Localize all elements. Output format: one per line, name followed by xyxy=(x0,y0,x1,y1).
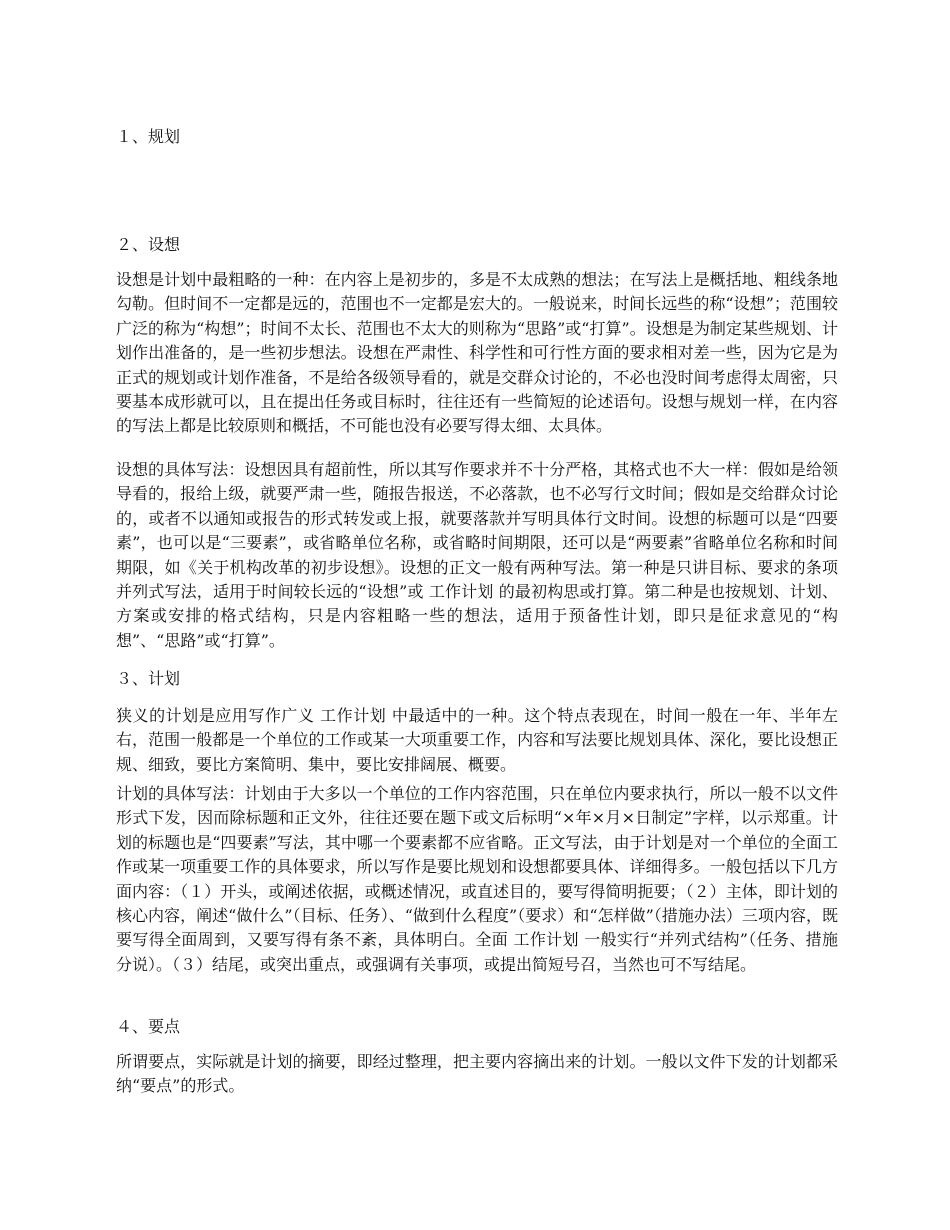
section-heading-conception: ２、设想 xyxy=(116,235,181,254)
paragraph-plan-definition: 狭义的计划是应用写作广义 工作计划 中最适中的一种。这个特点表现在，时间一般在一年、半年左右，范围一般都是一个单位的工作或某一大项重要工作，内容和写法要比规划具体、深化，要比设想正规、细致，要比方案简明、集中，要比安排阔展、概要。 xyxy=(116,706,838,774)
section-heading-plan: ３、计划 xyxy=(116,669,181,688)
paragraph-key-points-definition: 所谓要点，实际就是计划的摘要，即经过整理，把主要内容摘出来的计划。一般以文件下发的计划都采纳“要点”的形式。 xyxy=(116,1052,838,1096)
section-heading-planning: １、规划 xyxy=(116,127,181,146)
paragraph-conception-writing-method: 设想的具体写法：设想因具有超前性，所以其写作要求并不十分严格，其格式也不大一样：假如是给领导看的，报给上级，就要严肃一些，随报告报送，不必落款，也不必写行文时间；假如是交给群众讨论的，或者不以通知或报告的形式转发或上报，就要落款并写明具体行文时间。设想的标题可以是“四要素”，也可以是“三要素”，或省略单位名称，或省略时间期限，还可以是“两要素”省略单位名称和时间期限，如《关于机构改革的初步设想》。设想的正文一般有两种写法。第一种是只讲目标、要求的条项并列式写法，适用于时间较长远的“设想”或 工作计划 的最初构思或打算。第二种是也按规划、计划、方案或安排的格式结构，只是内容粗略一些的想法，适用于预备性计划，即只是征求意见的“构想”、“思路”或“打算”。 xyxy=(116,460,838,650)
paragraph-plan-writing-method: 计划的具体写法：计划由于大多以一个单位的工作内容范围，只在单位内要求执行，所以一般不以文件形式下发，因而除标题和正文外，往往还要在题下或文后标明“×年×月×日制定”字样，以示郑重。计划的标题也是“四要素”写法，其中哪一个要素都不应省略。正文写法，由于计划是对一个单位的全面工作或某一项重要工作的具体要求，所以写作是要比规划和设想都要具体、详细得多。一般包括以下几方面内容：（１）开头，或阐述依据，或概述情况，或直述目的，要写得简明扼要；（２）主体，即计划的核心内容，阐述“做什么”（目标、任务）、“做到什么程度”（要求）和“怎样做”（措施办法）三项内容，既要写得全面周到，又要写得有条不紊，具体明白。全面 工作计划 一般实行“并列式结构”（任务、措施分说）。（３）结尾，或突出重点，或强调有关事项，或提出简短号召，当然也可不写结尾。 xyxy=(116,784,838,974)
paragraph-conception-definition: 设想是计划中最粗略的一种：在内容上是初步的，多是不太成熟的想法；在写法上是概括地、粗线条地勾勒。但时间不一定都是远的，范围也不一定都是宏大的。一般说来，时间长远些的称“设想”；范围较广泛的称为“构想”；时间不太长、范围也不太大的则称为“思路”或“打算”。设想是为制定某些规划、计划作出准备的，是一些初步想法。设想在严肃性、科学性和可行性方面的要求相对差一些，因为它是为正式的规划或计划作准备，不是给各级领导看的，就是交群众讨论的，不必也没时间考虑得太周密，只要基本成形就可以，且在提出任务或目标时，往往还有一些简短的论述语句。设想与规划一样，在内容的写法上都是比较原则和概括，不可能也没有必要写得太细、太具体。 xyxy=(116,270,838,436)
section-heading-key-points: ４、要点 xyxy=(116,1017,181,1036)
